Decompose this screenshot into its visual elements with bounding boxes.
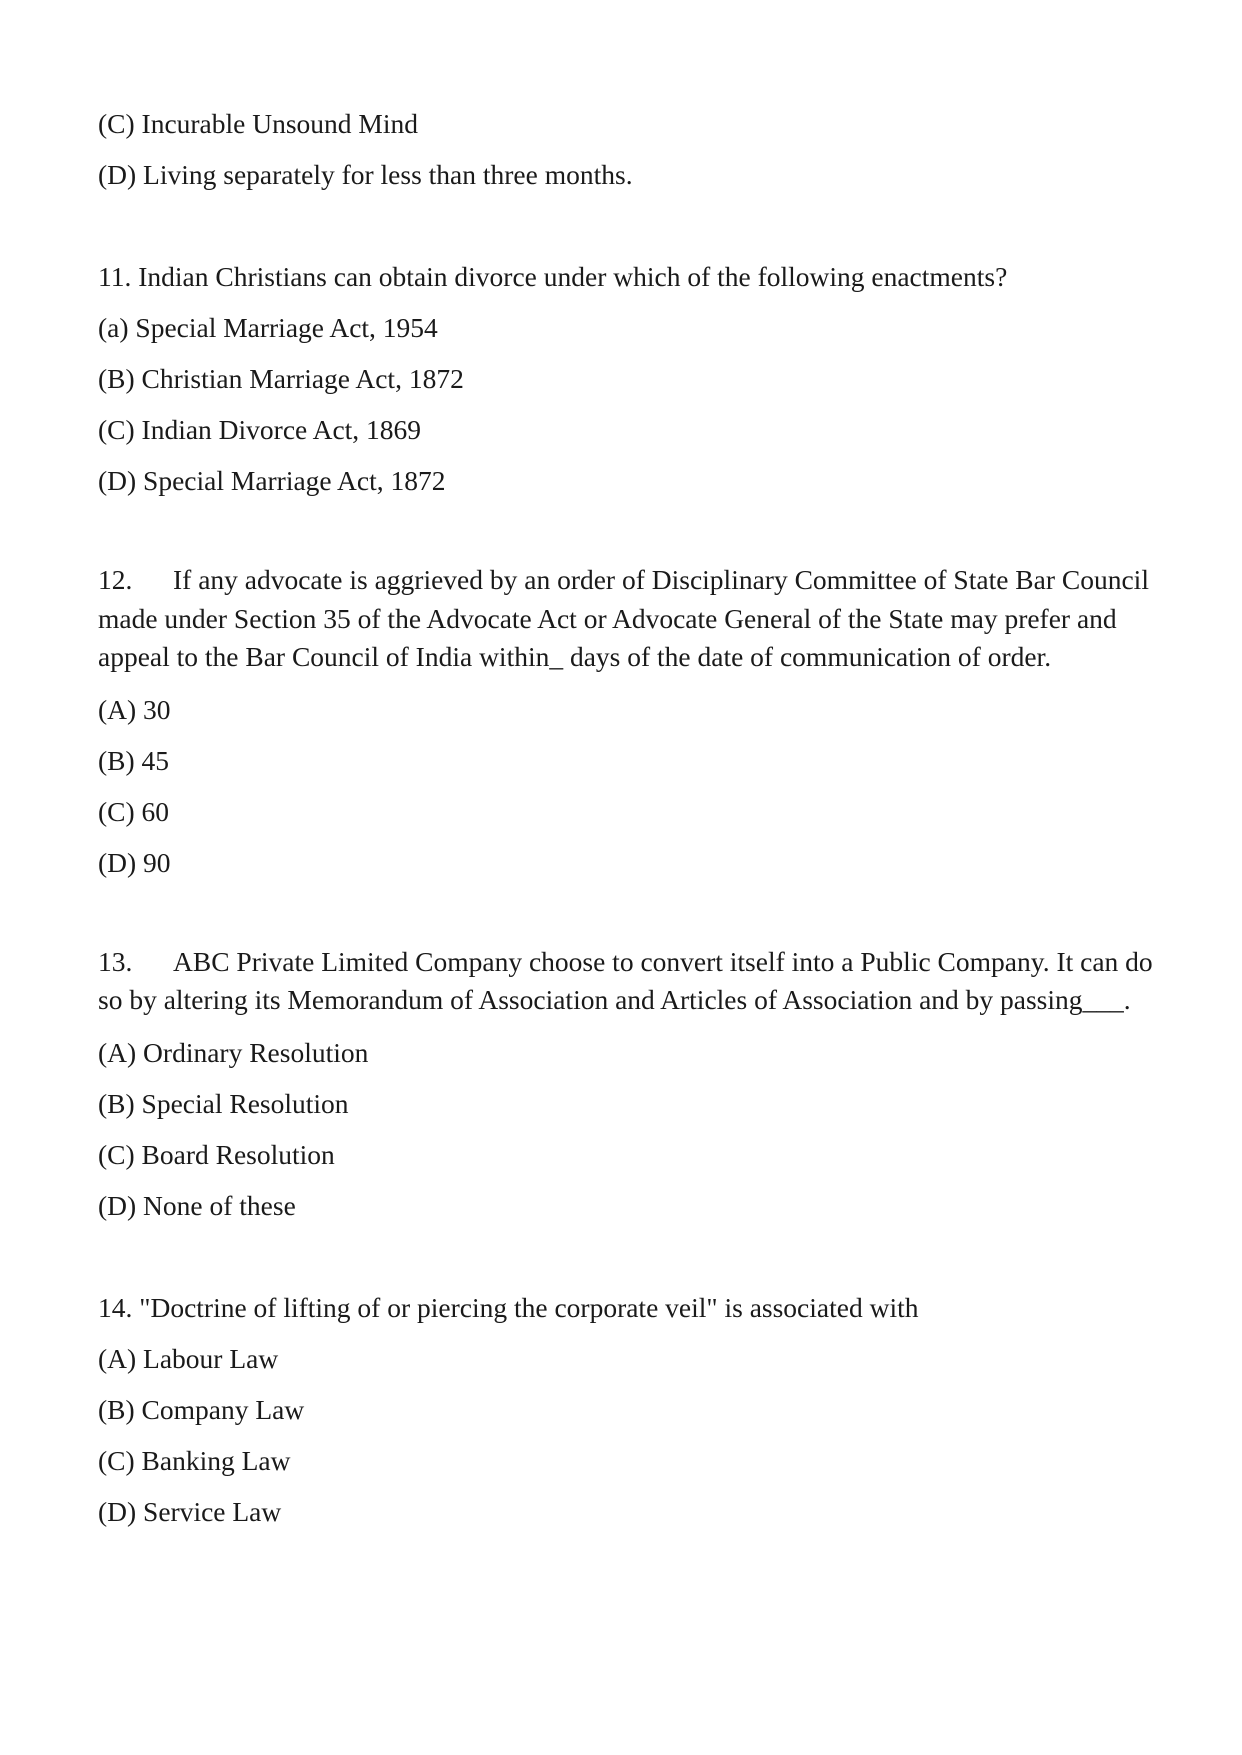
spacer: [98, 200, 1158, 251]
question-body: If any advocate is aggrieved by an order of Disciplinary Committee of State Bar Council made under Section 35 of the Advocate Act or Advocate General of the State may prefer and appeal to the Bar Council of India within_ days of the date of communication of order.: [98, 564, 1149, 672]
option-a: (A) Labour Law: [98, 1342, 279, 1374]
option-a: (a) Special Marriage Act, 1954: [98, 312, 438, 343]
option-a: (A) Ordinary Resolution: [98, 1036, 369, 1068]
question-13: [98, 943, 1158, 1231]
option-d: (D) Living separately for less than three months.: [98, 159, 633, 190]
spacer: [98, 506, 1158, 557]
question-number: 13.: [98, 945, 133, 977]
option-a: (A) 30: [98, 693, 171, 725]
option-d: (D) Service Law: [98, 1495, 282, 1527]
option-d: (D) 90: [98, 846, 171, 878]
option-d: (D) Special Marriage Act, 1872: [98, 465, 446, 496]
option-c: (C) Board Resolution: [98, 1138, 335, 1170]
option-b: (B) Company Law: [98, 1393, 305, 1425]
question-14: [98, 1282, 1158, 1537]
question-12: [98, 561, 1158, 888]
option-b: (B) Special Resolution: [98, 1087, 349, 1119]
spacer: [98, 888, 1158, 939]
spacer: [98, 1231, 1158, 1282]
option-c: (C) Indian Divorce Act, 1869: [98, 414, 422, 445]
question-11-text: 11. Indian Christians can obtain divorce under which of the following enactments?: [98, 261, 1008, 292]
question-body: ABC Private Limited Company choose to convert itself into a Public Company. It can do so by altering its Memorandum of Association and Articles of Association and by passing___.: [98, 945, 1153, 1015]
question-number: 12.: [98, 564, 133, 595]
option-b: (B) 45: [98, 744, 170, 776]
previous-question-options: [98, 98, 1158, 200]
question-14-text: 14. "Doctrine of lifting of or piercing the corporate veil" is associated with: [98, 1291, 919, 1323]
question-13-text: [98, 943, 1158, 1020]
question-12-text: [98, 561, 1158, 677]
option-b: (B) Christian Marriage Act, 1872: [98, 363, 464, 394]
option-d: (D) None of these: [98, 1189, 296, 1221]
option-c: (C) 60: [98, 795, 170, 827]
question-11: [98, 251, 1158, 506]
option-c: (C) Incurable Unsound Mind: [98, 108, 419, 139]
option-c: (C) Banking Law: [98, 1444, 291, 1476]
document-page: [98, 98, 1158, 1537]
